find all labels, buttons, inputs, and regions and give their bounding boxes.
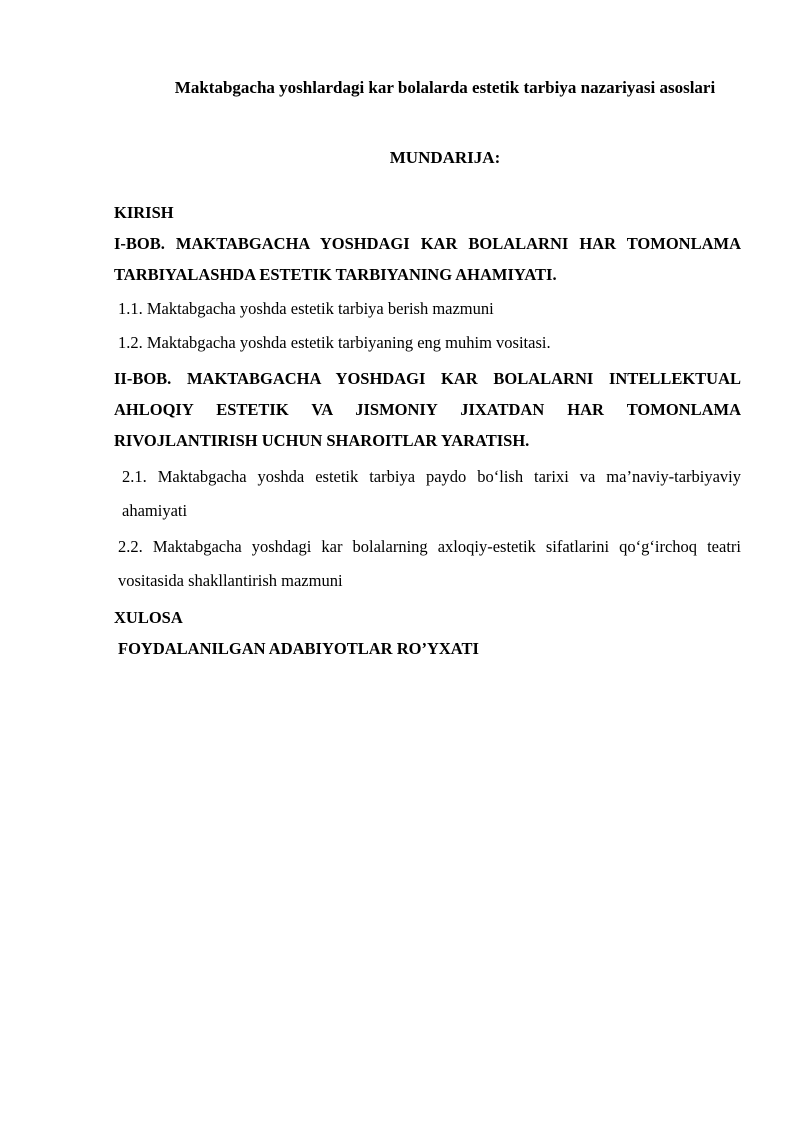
toc-entry-chapter-1: I-BOB. MAKTABGACHA YOSHDAGI KAR BOLALARNI HAR TOMONLAMA TARBIYALASHDA ESTETIK TARBIYANING AHAMIYATI. bbox=[114, 234, 741, 284]
toc-entry-conclusion: XULOSA bbox=[114, 608, 183, 627]
contents-heading: MUNDARIJA: bbox=[389, 148, 501, 167]
toc-entry-section-2-2: 2.2. Maktabgacha yoshdagi kar bolalarning axloqiy-estetik sifatlarini qo‘g‘irchoq teatri vositasida shakllantirish mazmuni bbox=[118, 537, 741, 590]
toc-entry-section-1-2: 1.2. Maktabgacha yoshda estetik tarbiyaning eng muhim vositasi. bbox=[118, 333, 551, 352]
toc-entry-section-2-1: 2.1. Maktabgacha yoshda estetik tarbiya paydo bo‘lish tarixi va ma’naviy-tarbiyaviy ahamiyati bbox=[122, 467, 741, 520]
toc-entry-section-1-1: 1.1. Maktabgacha yoshda estetik tarbiya berish mazmuni bbox=[118, 299, 494, 318]
toc-entry-kirish: KIRISH bbox=[114, 203, 174, 222]
table-of-contents bbox=[114, 197, 741, 664]
document-title: Maktabgacha yoshlardagi kar bolalarda estetik tarbiya nazariyasi asoslari bbox=[174, 78, 716, 97]
toc-entry-references: FOYDALANILGAN ADABIYOTLAR RO’YXATI bbox=[118, 639, 479, 658]
toc-entry-chapter-2: II-BOB. MAKTABGACHA YOSHDAGI KAR BOLALARNI INTELLEKTUAL AHLOQIY ESTETIK VA JISMONIY JIXATDAN HAR TOMONLAMA RIVOJLANTIRISH UCHUN SHAROITLAR YARATISH. bbox=[114, 369, 741, 450]
